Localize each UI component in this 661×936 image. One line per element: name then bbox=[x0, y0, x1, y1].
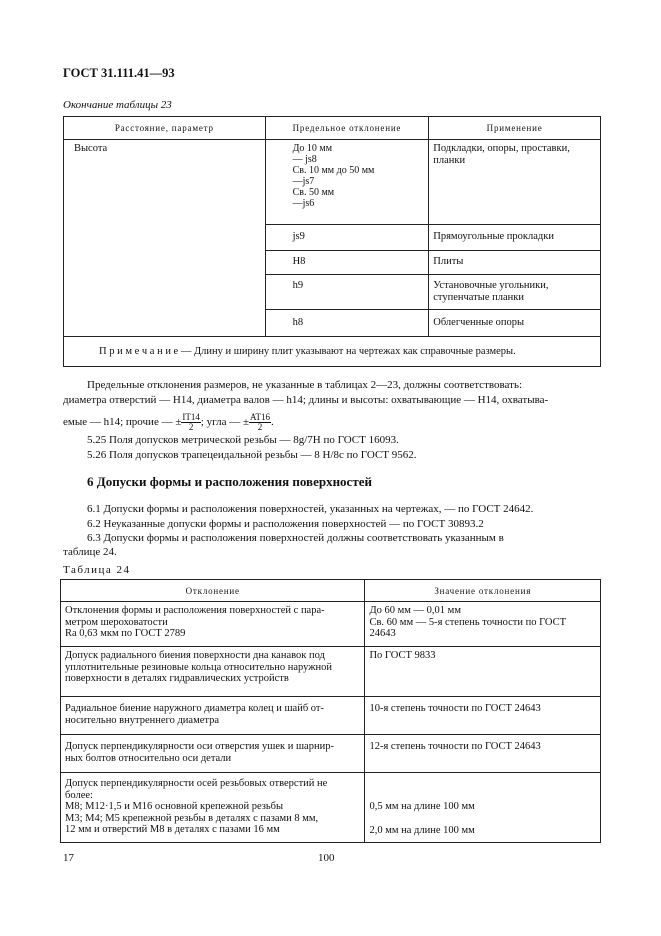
value-cell bbox=[365, 647, 601, 697]
value-cell bbox=[365, 735, 601, 773]
deviation-cell: js9 bbox=[265, 225, 429, 251]
fraction-denominator: 2 bbox=[257, 421, 263, 432]
application-cell: Установочные угольники, ступенчатые планки bbox=[429, 275, 601, 310]
deviation-line: носительно внутреннего диаметра bbox=[65, 714, 220, 726]
deviation-line: Допуск перпендикулярности оси отверстия ушек и шарнир- bbox=[65, 741, 334, 752]
deviation-line: М8; М12·1,5 и М16 основной крепежной резьбы bbox=[65, 801, 284, 812]
table-24 bbox=[60, 579, 601, 843]
deviation-line: —js7 bbox=[292, 176, 315, 187]
value-cell bbox=[365, 773, 601, 843]
deviation-line: М3; М4; М5 крепежной резьбы в деталях с пазами 8 мм, bbox=[65, 812, 319, 824]
note-prefix: П р и м е ч а н и е bbox=[99, 346, 179, 357]
deviation-line: 12 мм и отверстий М8 в деталях с пазами 16 мм bbox=[65, 824, 280, 835]
para-limit-deviations-3 bbox=[63, 411, 274, 433]
para-6-2: 6.2 Неуказанные допуски формы и расположения поверхностей — по ГОСТ 30893.2 bbox=[87, 518, 484, 530]
spacer bbox=[369, 813, 596, 825]
value-line: Св. 60 мм — 5-я степень точности по ГОСТ bbox=[369, 616, 567, 628]
para-limit-deviations-1: Предельные отклонения размеров, не указанные в таблицах 2—23, должны соответствовать: bbox=[87, 379, 523, 391]
deviation-line: До 10 мм bbox=[292, 143, 333, 154]
deviation-cell bbox=[61, 697, 365, 735]
value-line: 24643 bbox=[369, 628, 396, 639]
table-23 bbox=[63, 116, 601, 367]
value-cell bbox=[365, 697, 601, 735]
value-line: 12-я степень точности по ГОСТ 24643 bbox=[369, 741, 541, 752]
para-6-3-line2: таблице 24. bbox=[63, 546, 117, 558]
text-fragment: ; угла — ± bbox=[200, 416, 250, 428]
value-line: 2,0 мм на длине 100 мм bbox=[369, 824, 475, 836]
deviation-line: Св. 50 мм bbox=[292, 187, 335, 198]
column-header-value: Значение отклонения bbox=[365, 580, 601, 602]
deviation-line: ных болтов относительно оси детали bbox=[65, 752, 232, 764]
fraction-denominator: 2 bbox=[188, 421, 194, 432]
deviation-line: более: bbox=[65, 789, 93, 801]
application-cell: Подкладки, опоры, проставки, планки bbox=[429, 140, 601, 225]
para-6-1: 6.1 Допуски формы и расположения поверхностей, указанных на чертежах, — по ГОСТ 24642. bbox=[87, 503, 534, 515]
footer-left-number: 17 bbox=[63, 852, 74, 864]
deviation-cell bbox=[61, 735, 365, 773]
column-header-deviation: Отклонение bbox=[61, 580, 365, 602]
column-header-parameter: Расстояние, параметр bbox=[64, 117, 266, 140]
value-line: 0,5 мм на длине 100 мм bbox=[369, 801, 475, 812]
deviation-cell: h8 bbox=[265, 310, 429, 337]
column-header-deviation: Предельное отклонение bbox=[265, 117, 429, 140]
deviation-line: метром шероховатости bbox=[65, 616, 168, 628]
table-row bbox=[61, 647, 601, 697]
deviation-cell bbox=[265, 140, 429, 225]
deviation-line: Отклонения формы и расположения поверхностей с пара- bbox=[65, 605, 325, 616]
table-row bbox=[61, 735, 601, 773]
deviation-line: Радиальное биение наружного диаметра колец и шайб от- bbox=[65, 703, 324, 714]
section-6-title: 6 Допуски формы и расположения поверхностей bbox=[87, 474, 372, 489]
fraction-at16 bbox=[249, 413, 271, 432]
application-cell: Облегченные опоры bbox=[429, 310, 601, 337]
deviation-line: Ra 0,63 мкм по ГОСТ 2789 bbox=[65, 628, 186, 639]
deviation-cell bbox=[61, 647, 365, 697]
table23-note bbox=[64, 337, 601, 367]
table-row bbox=[61, 602, 601, 647]
value-line: 10-я степень точности по ГОСТ 24643 bbox=[369, 703, 541, 714]
deviation-cell bbox=[61, 773, 365, 843]
page-number: 100 bbox=[318, 852, 335, 864]
table-row bbox=[64, 140, 601, 225]
table24-label: Таблица 24 bbox=[63, 564, 131, 576]
application-cell: Прямоугольные прокладки bbox=[429, 225, 601, 251]
fraction-it14 bbox=[181, 413, 201, 432]
text-fragment: . bbox=[271, 416, 274, 428]
para-limit-deviations-2: диаметра отверстий — H14, диаметра валов — h14; длины и высоты: охватывающие — H14, охватыва- bbox=[63, 394, 549, 406]
column-header-application: Применение bbox=[429, 117, 601, 140]
deviation-line: поверхности в деталях гидравлических устройств bbox=[65, 673, 289, 684]
deviation-cell: H8 bbox=[265, 251, 429, 275]
application-cell: Плиты bbox=[429, 251, 601, 275]
deviation-line: уплотнительные резиновые кольца относительно наружной bbox=[65, 661, 332, 673]
para-6-3-line1: 6.3 Допуски формы и расположения поверхностей должны соответствовать указанным в bbox=[87, 532, 504, 544]
value-line: По ГОСТ 9833 bbox=[369, 650, 436, 661]
fraction-numerator: AT16 bbox=[250, 411, 271, 422]
deviation-cell bbox=[61, 602, 365, 647]
para-5-26: 5.26 Поля допусков трапецеидальной резьбы — 8 H/8c по ГОСТ 9562. bbox=[87, 449, 417, 461]
note-text: — Длину и ширину плит указывают на чертежах как справочные размеры. bbox=[178, 346, 516, 357]
para-5-25: 5.25 Поля допусков метрической резьбы — 8g/7H по ГОСТ 16093. bbox=[87, 434, 399, 446]
document-code: ГОСТ 31.111.41—93 bbox=[63, 66, 175, 80]
text-fragment: емые — h14; прочие — ± bbox=[63, 416, 182, 428]
deviation-line: Св. 10 мм до 50 мм bbox=[292, 165, 375, 176]
deviation-line: — js8 bbox=[292, 154, 317, 165]
fraction-numerator: IT14 bbox=[182, 411, 200, 422]
deviation-line: Допуск радиального биения поверхности дна канавок под bbox=[65, 650, 325, 661]
deviation-line: Допуск перпендикулярности осей резьбовых отверстий не bbox=[65, 778, 328, 789]
deviation-cell: h9 bbox=[265, 275, 429, 310]
value-cell bbox=[365, 602, 601, 647]
deviation-line: —js6 bbox=[292, 198, 315, 209]
table23-caption: Окончание таблицы 23 bbox=[63, 99, 172, 111]
value-line: До 60 мм — 0,01 мм bbox=[369, 605, 461, 616]
table-row bbox=[61, 697, 601, 735]
row-parameter-height: Высота bbox=[64, 140, 266, 337]
table-row bbox=[61, 773, 601, 843]
